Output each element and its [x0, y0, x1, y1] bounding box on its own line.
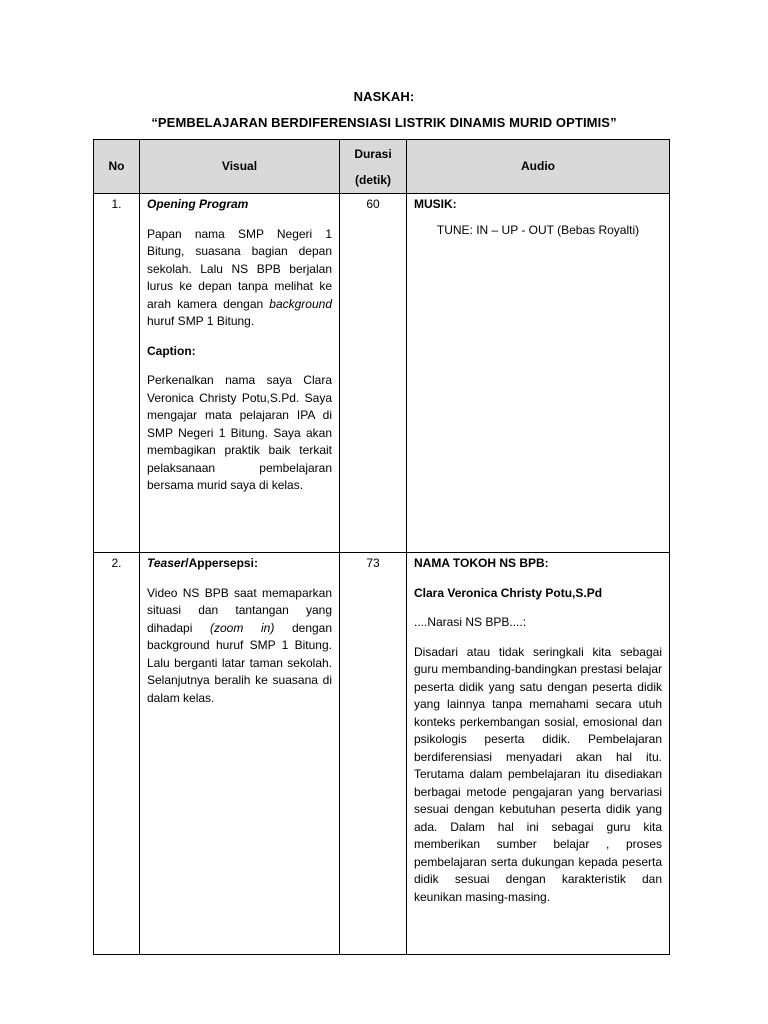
audio-cell	[407, 553, 670, 955]
row-number: 2.	[94, 553, 140, 955]
visual-cell	[140, 194, 340, 553]
duration-cell: 60	[340, 194, 407, 553]
audio-heading: NAMA TOKOH NS BPB:	[414, 556, 549, 570]
caption-text: Perkenalkan nama saya Clara Veronica Christy Potu,S.Pd. Saya mengajar mata pelajaran IPA di SMP Negeri 1 Bitung. Saya akan membagikan praktik baik terkait pelaksanaan pembelajaran bersama murid saya di kelas.	[147, 373, 332, 492]
row-number: 1.	[94, 194, 140, 553]
header-no: No	[94, 140, 140, 194]
header-audio: Audio	[407, 140, 670, 194]
header-duration	[340, 140, 407, 194]
audio-text: Disadari atau tidak seringkali kita sebagai guru membanding-bandingkan prestasi belajar peserta didik yang satu dengan peserta didik yang lainnya tanpa memahami secara utuh konteks perkembangan sosial, emosional dan psikologis peserta didik. Pembelajaran berdiferensiasi menyadari akan hal itu. Terutama dalam pembelajaran itu disediakan berbagai metode pengajaran yang bervariasi sesuai dengan kebutuhan peserta didik yang ada. Dalam hal ini sebagai guru kita memberikan sumber belajar , proses pembelajaran serta dukungan kepada peserta didik sesuai dengan karakteristik dan keunikan masing-masing.	[414, 644, 662, 904]
header-duration-line1: Durasi	[354, 146, 392, 161]
visual-description: Papan nama SMP Negeri 1 Bitung, suasana bagian depan sekolah. Lalu NS BPB berjalan lurus ke depan tanpa melihat ke arah kamera dengan background huruf SMP 1 Bitung.	[147, 226, 332, 328]
audio-narration-label: ....Narasi NS BPB....:	[414, 615, 527, 629]
table-header-row	[94, 140, 670, 194]
audio-text: TUNE: IN – UP - OUT (Bebas Royalti)	[436, 222, 640, 237]
duration-cell: 73	[340, 553, 407, 955]
audio-name: Clara Veronica Christy Potu,S.Pd	[414, 585, 603, 600]
header-visual: Visual	[140, 140, 340, 194]
document-label: NASKAH:	[353, 89, 415, 104]
caption-label: Caption:	[147, 343, 196, 358]
header-duration-line2: (detik)	[355, 172, 391, 187]
visual-heading: Opening Program	[147, 197, 249, 211]
visual-cell	[140, 553, 340, 955]
audio-cell	[407, 194, 670, 553]
table-row	[94, 553, 670, 955]
table-row	[94, 194, 670, 553]
visual-heading: Teaser/Appersepsi:	[147, 556, 258, 570]
script-table	[93, 139, 670, 955]
visual-description: Video NS BPB saat memaparkan situasi dan tantangan yang dihadapi (zoom in) dengan background huruf SMP 1 Bitung. Lalu berganti latar taman sekolah. Selanjutnya beralih ke suasana di dalam kelas.	[147, 585, 333, 705]
audio-heading: MUSIK:	[414, 197, 457, 211]
document-title: “PEMBELAJARAN BERDIFERENSIASI LISTRIK DINAMIS MURID OPTIMIS”	[151, 115, 617, 130]
